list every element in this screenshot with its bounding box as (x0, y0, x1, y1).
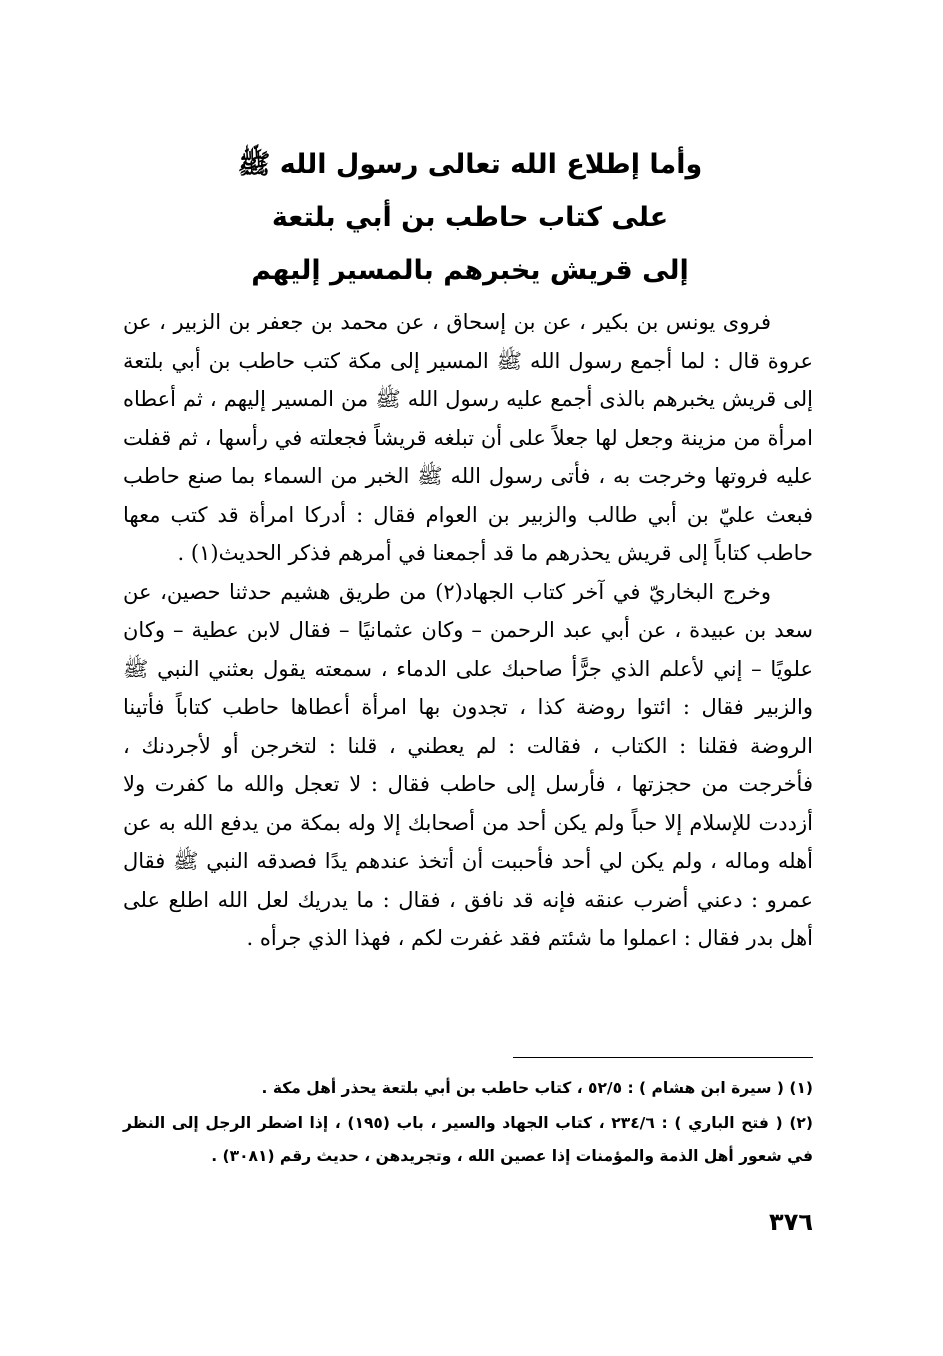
heading-line-3: إلى قريش يخبرهم بالمسير إليهم (251, 255, 689, 286)
paragraph-2: وخرج البخاريّ في آخر كتاب الجهاد(٢) من طريق هشيم حدثنا حصين، عن سعد بن عبيدة ، عن أبي عبد الرحمن – وكان عثمانيًا – فقال لابن عطية – وكان علويًا – إني لأعلم الذي جرًّأ صاحبك على الدماء ، سمعته يقول بعثني النبي ﷺ والزبير فقال : ائتوا روضة كذا ، تجدون بها امرأة أعطاها حاطب كتاباً فأتينا الروضة فقلنا : الكتاب ، فقالت : لم يعطني ، قلنا : لتخرجن أو لأجردنك ، فأخرجت من حجزتها ، فأرسل إلى حاطب فقال : لا تعجل والله ما كفرت ولا أزددت للإسلام إلا حباً ولم يكن أحد من أصحابك إلا وله بمكة من يدفع الله به عن أهله وماله ، ولم يكن لي أحد فأحببت أن أتخذ عندهم يدًا فصدقه النبي ﷺ فقال عمرو : دعني أضرب عنقه فإنه قد نافق ، فقال : ما يدريك لعل الله اطلع على أهل بدر فقال : اعملوا ما شئتم فقد غفرت لكم ، فهذا الذي جرأه . (123, 579, 813, 950)
main-text (123, 303, 813, 958)
heading-line-2: على كتاب حاطب بن أبي بلتعة (271, 202, 669, 233)
footnotes (123, 1072, 813, 1175)
page-number: ٣٧٦ (769, 1208, 813, 1236)
footnote-divider (513, 1057, 813, 1058)
paragraph-1: فروى يونس بن بكير ، عن بن إسحاق ، عن محمد بن جعفر بن الزبير ، عن عروة قال : لما أجمع رسول الله ﷺ المسير إلى مكة كتب حاطب بن أبي بلتعة إلى قريش يخبرهم بالذى أجمع عليه رسول الله ﷺ من المسير إليهم ، ثم أعطاه امرأة من مزينة وجعل لها جعلاً على أن تبلغه قريشاً فجعلته في رأسها ، ثم قفلت عليه فروتها وخرجت به ، فأتى رسول الله ﷺ الخبر من السماء بما صنع حاطب فبعث عليّ بن أبي طالب والزبير بن العوام فقال : أدركا امرأة قد كتب معها حاطب كتاباً إلى قريش يحذرهم ما قد أجمعنا في أمرهم فذكر الحديث(١) . (123, 310, 813, 565)
section-heading (140, 138, 800, 297)
heading-line-1: وأما إطلاع الله تعالى رسول الله ﷺ (237, 149, 703, 180)
footnote-2: (٢) ( فتح الباري ) : ٢٣٤/٦ ، كتاب الجهاد والسير ، باب (١٩٥) ، إذا اضطر الرجل إلى النظر في شعور أهل الذمة والمؤمنات إذا عصين الله ، وتجريدهن ، حديث رقم (٣٠٨١) . (123, 1114, 813, 1165)
footnote-1: (١) ( سيرة ابن هشام ) : ٥٢/٥ ، كتاب حاطب بن أبي بلتعة يحذر أهل مكة . (261, 1079, 813, 1097)
